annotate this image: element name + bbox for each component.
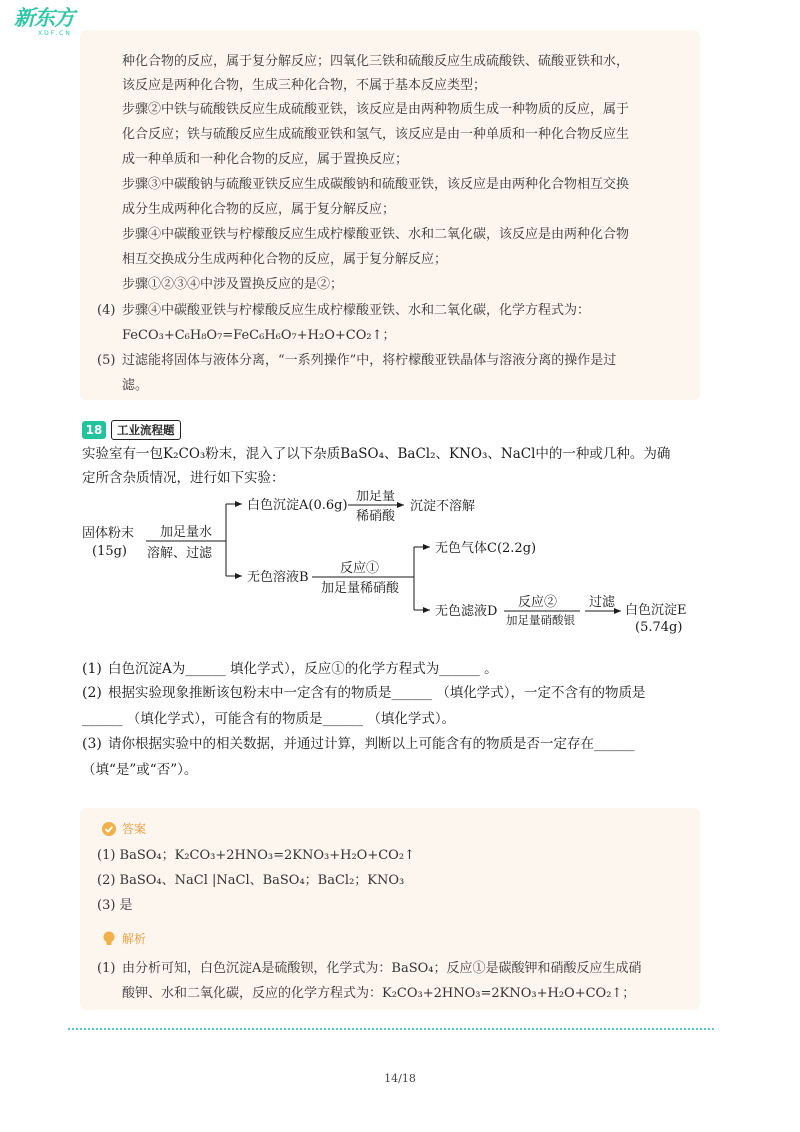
text-line: 成分生成两种化合物的反应，属于复分解反应； <box>122 202 396 217</box>
answer-box <box>80 808 700 1010</box>
text-line: 滤。 <box>122 378 149 393</box>
filtrate-d-label: 无色滤液D <box>435 604 498 619</box>
question-number-badge: 18 <box>82 421 106 439</box>
analysis-line-1: 由分析可知，白色沉淀A是硫酸钡，化学式为：BaSO₄；反应①是碳酸钾和硝酸反应生成硝 <box>122 961 642 976</box>
flow-start-mass: (15g) <box>92 544 128 559</box>
dotted-divider <box>68 1028 714 1030</box>
item-number: (5) <box>97 353 116 368</box>
text-line: 相互交换成分生成两种化合物的反应，属于复分解反应； <box>122 252 448 267</box>
precipitate-e-mass: (5.74g) <box>635 620 683 635</box>
subquestion-number: (3) <box>82 736 102 752</box>
answer-title: 答案 <box>122 822 147 836</box>
answer-line-2: (2) BaSO₄、NaCl |NaCl、BaSO₄；BaCl₂；KNO₃ <box>97 873 405 888</box>
arrow1-top-label: 加足量水 <box>160 525 213 540</box>
question-type-tag: 工业流程题 <box>111 420 181 440</box>
text-line: 该反应是两种化合物，生成三种化合物，不属于基本反应类型； <box>122 78 487 93</box>
text-line: 化合反应；铁与硫酸反应生成硫酸亚铁和氢气，该反应是由一种单质和一种化合物反应生 <box>122 127 630 142</box>
question-stem: 定所含杂质情况，进行如下实验： <box>82 470 285 486</box>
subquestion-2-line2: ______ （填化学式），可能含有的物质是______ （填化学式）。 <box>82 711 456 727</box>
answer-line-3: (3) 是 <box>97 898 133 913</box>
arrow3-bottom-label: 加足量稀硝酸 <box>321 581 400 596</box>
solution-b-label: 无色溶液B <box>247 570 309 585</box>
text-line: 成一种单质和一种化合物的反应，属于置换反应； <box>122 152 409 167</box>
arrow2-top-label: 加足量 <box>356 490 396 504</box>
equation-line: FeCO₃+C₆H₈O₇=FeC₆H₆O₇+H₂O+CO₂↑； <box>122 328 396 343</box>
precipitate-e-label: 白色沉淀E <box>625 603 687 618</box>
text-line: 步骤④中碳酸亚铁与柠檬酸反应生成柠檬酸亚铁、水和二氧化碳，该反应是由两种化合物 <box>122 227 630 242</box>
gas-c-label: 无色气体C(2.2g) <box>435 541 537 556</box>
subquestion-number: (1) <box>82 661 102 677</box>
arrow5-top-label: 过滤 <box>589 595 616 610</box>
subquestion-3-line1: 请你根据实验中的相关数据，并通过计算，判断以上可能含有的物质是否一定存在______ <box>108 736 635 752</box>
no-dissolve-label: 沉淀不溶解 <box>410 499 476 514</box>
lightbulb-icon <box>101 930 117 948</box>
item-number: (4) <box>97 303 116 318</box>
answer-line-1: (1) BaSO₄；K₂CO₃+2HNO₃=2KNO₃+H₂O+CO₂↑ <box>97 848 415 863</box>
subquestion-1: 白色沉淀A为______ 填化学式），反应①的化学方程式为______ 。 <box>108 661 498 677</box>
arrow4-bottom-label: 加足量硝酸银 <box>506 613 575 627</box>
analysis-title: 解析 <box>122 932 147 946</box>
checkmark-icon <box>101 821 117 837</box>
subquestion-2-line1: 根据实验现象推断该包粉末中一定含有的物质是______ （填化学式），一定不含有的物质是 <box>108 685 646 701</box>
text-line: 步骤②中铁与硫酸铁反应生成硫酸亚铁，该反应是由两种物质生成一种物质的反应，属于 <box>122 102 630 117</box>
text-line: 步骤④中碳酸亚铁与柠檬酸反应生成柠檬酸亚铁、水和二氧化碳，化学方程式为： <box>122 303 591 318</box>
text-line: 种化合物的反应，属于复分解反应；四氧化三铁和硫酸反应生成硫酸铁、硫酸亚铁和水， <box>122 54 630 69</box>
brand-logo <box>14 6 88 40</box>
page-number: 14/18 <box>384 1072 416 1085</box>
flow-start-label: 固体粉末 <box>82 526 135 541</box>
question-stem: 实验室有一包K₂CO₃粉末，混入了以下杂质BaSO₄、BaCl₂、KNO₃、NaCl中的一种或几种。为确 <box>82 446 671 462</box>
precipitate-a-label: 白色沉淀A(0.6g) <box>247 498 348 513</box>
text-line: 过滤能将固体与液体分离，“一系列操作”中，将柠檬酸亚铁晶体与溶液分离的操作是过 <box>122 353 617 368</box>
subquestion-number: (2) <box>82 685 102 701</box>
text-line: 步骤①②③④中涉及置换反应的是②； <box>122 277 344 292</box>
logo-subtext: XDF.CN <box>38 30 72 37</box>
logo-text: 新东方 <box>14 6 74 30</box>
text-line: 步骤③中碳酸钠与硫酸亚铁反应生成碳酸钠和硫酸亚铁，该反应是由两种化合物相互交换 <box>122 177 630 192</box>
arrow4-top-label: 反应② <box>518 595 558 610</box>
process-flow-diagram <box>80 490 720 640</box>
analysis-line-2: 酸钾、水和二氧化碳，反应的化学方程式为：K₂CO₃+2HNO₃=2KNO₃+H₂O+CO₂↑； <box>122 986 636 1001</box>
subquestion-3-line2: （填“是”或“否”）。 <box>82 762 198 778</box>
analysis-item-number: (1) <box>97 961 116 976</box>
arrow2-bottom-label: 稀硝酸 <box>356 509 396 524</box>
arrow3-top-label: 反应① <box>340 561 380 576</box>
arrow1-bottom-label: 溶解、过滤 <box>147 546 213 561</box>
